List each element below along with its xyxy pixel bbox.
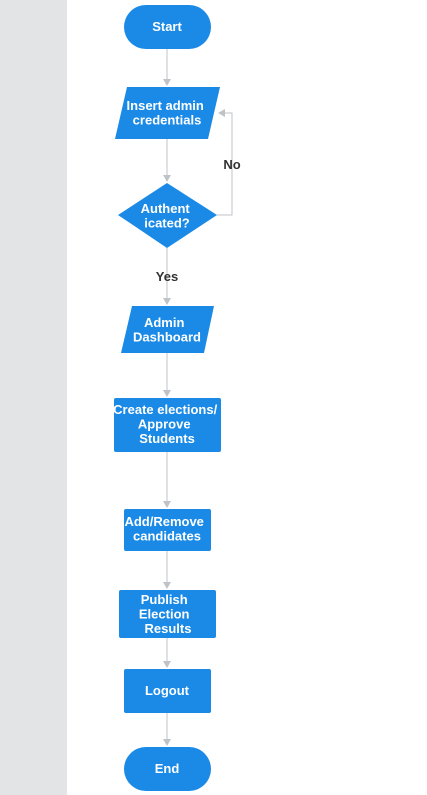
authenticated-label	[141, 201, 194, 231]
authenticated-label-line-2: icated?	[144, 215, 190, 231]
node-admin-dashboard[interactable]	[121, 306, 214, 353]
node-end[interactable]	[124, 747, 211, 791]
candidates-label-line-2: candidates	[133, 528, 201, 544]
logout-label	[145, 683, 190, 698]
dashboard-label-line-2: Dashboard	[133, 329, 201, 345]
end-label-line-1: End	[154, 761, 180, 776]
credentials-label	[127, 98, 208, 128]
node-logout[interactable]	[124, 669, 211, 713]
node-publish-results[interactable]	[119, 590, 216, 638]
node-authenticated-decision[interactable]	[118, 183, 217, 248]
node-create-elections[interactable]	[113, 398, 221, 452]
create-label-line-3: Students	[139, 431, 195, 446]
start-label	[152, 19, 182, 34]
publish-label-line-2: Election	[138, 606, 190, 622]
candidates-label-line-1: Add/Remove	[124, 514, 204, 529]
node-start[interactable]	[124, 5, 211, 49]
start-label-line-1: Start	[152, 19, 182, 34]
authenticated-label-line-1: Authent	[140, 201, 190, 216]
credentials-label-line-2: credentials	[132, 112, 202, 128]
publish-label-line-3: Results	[144, 621, 192, 636]
dashboard-label-line-1: Admin	[143, 315, 185, 330]
publish-label-line-1: Publish	[140, 592, 188, 607]
create-label-line-1: Create elections/	[113, 402, 218, 417]
candidates-label	[124, 514, 207, 544]
logout-label-line-1: Logout	[144, 683, 190, 698]
create-label-line-2: Approve	[137, 416, 191, 432]
edge-label-yes: Yes	[155, 269, 179, 284]
node-insert-credentials[interactable]	[115, 87, 220, 139]
node-add-remove-candidates[interactable]	[124, 509, 211, 551]
credentials-label-line-1: Insert admin	[126, 98, 204, 113]
publish-label	[139, 592, 193, 636]
end-label	[155, 761, 180, 776]
edge-label-no: No	[223, 157, 241, 172]
